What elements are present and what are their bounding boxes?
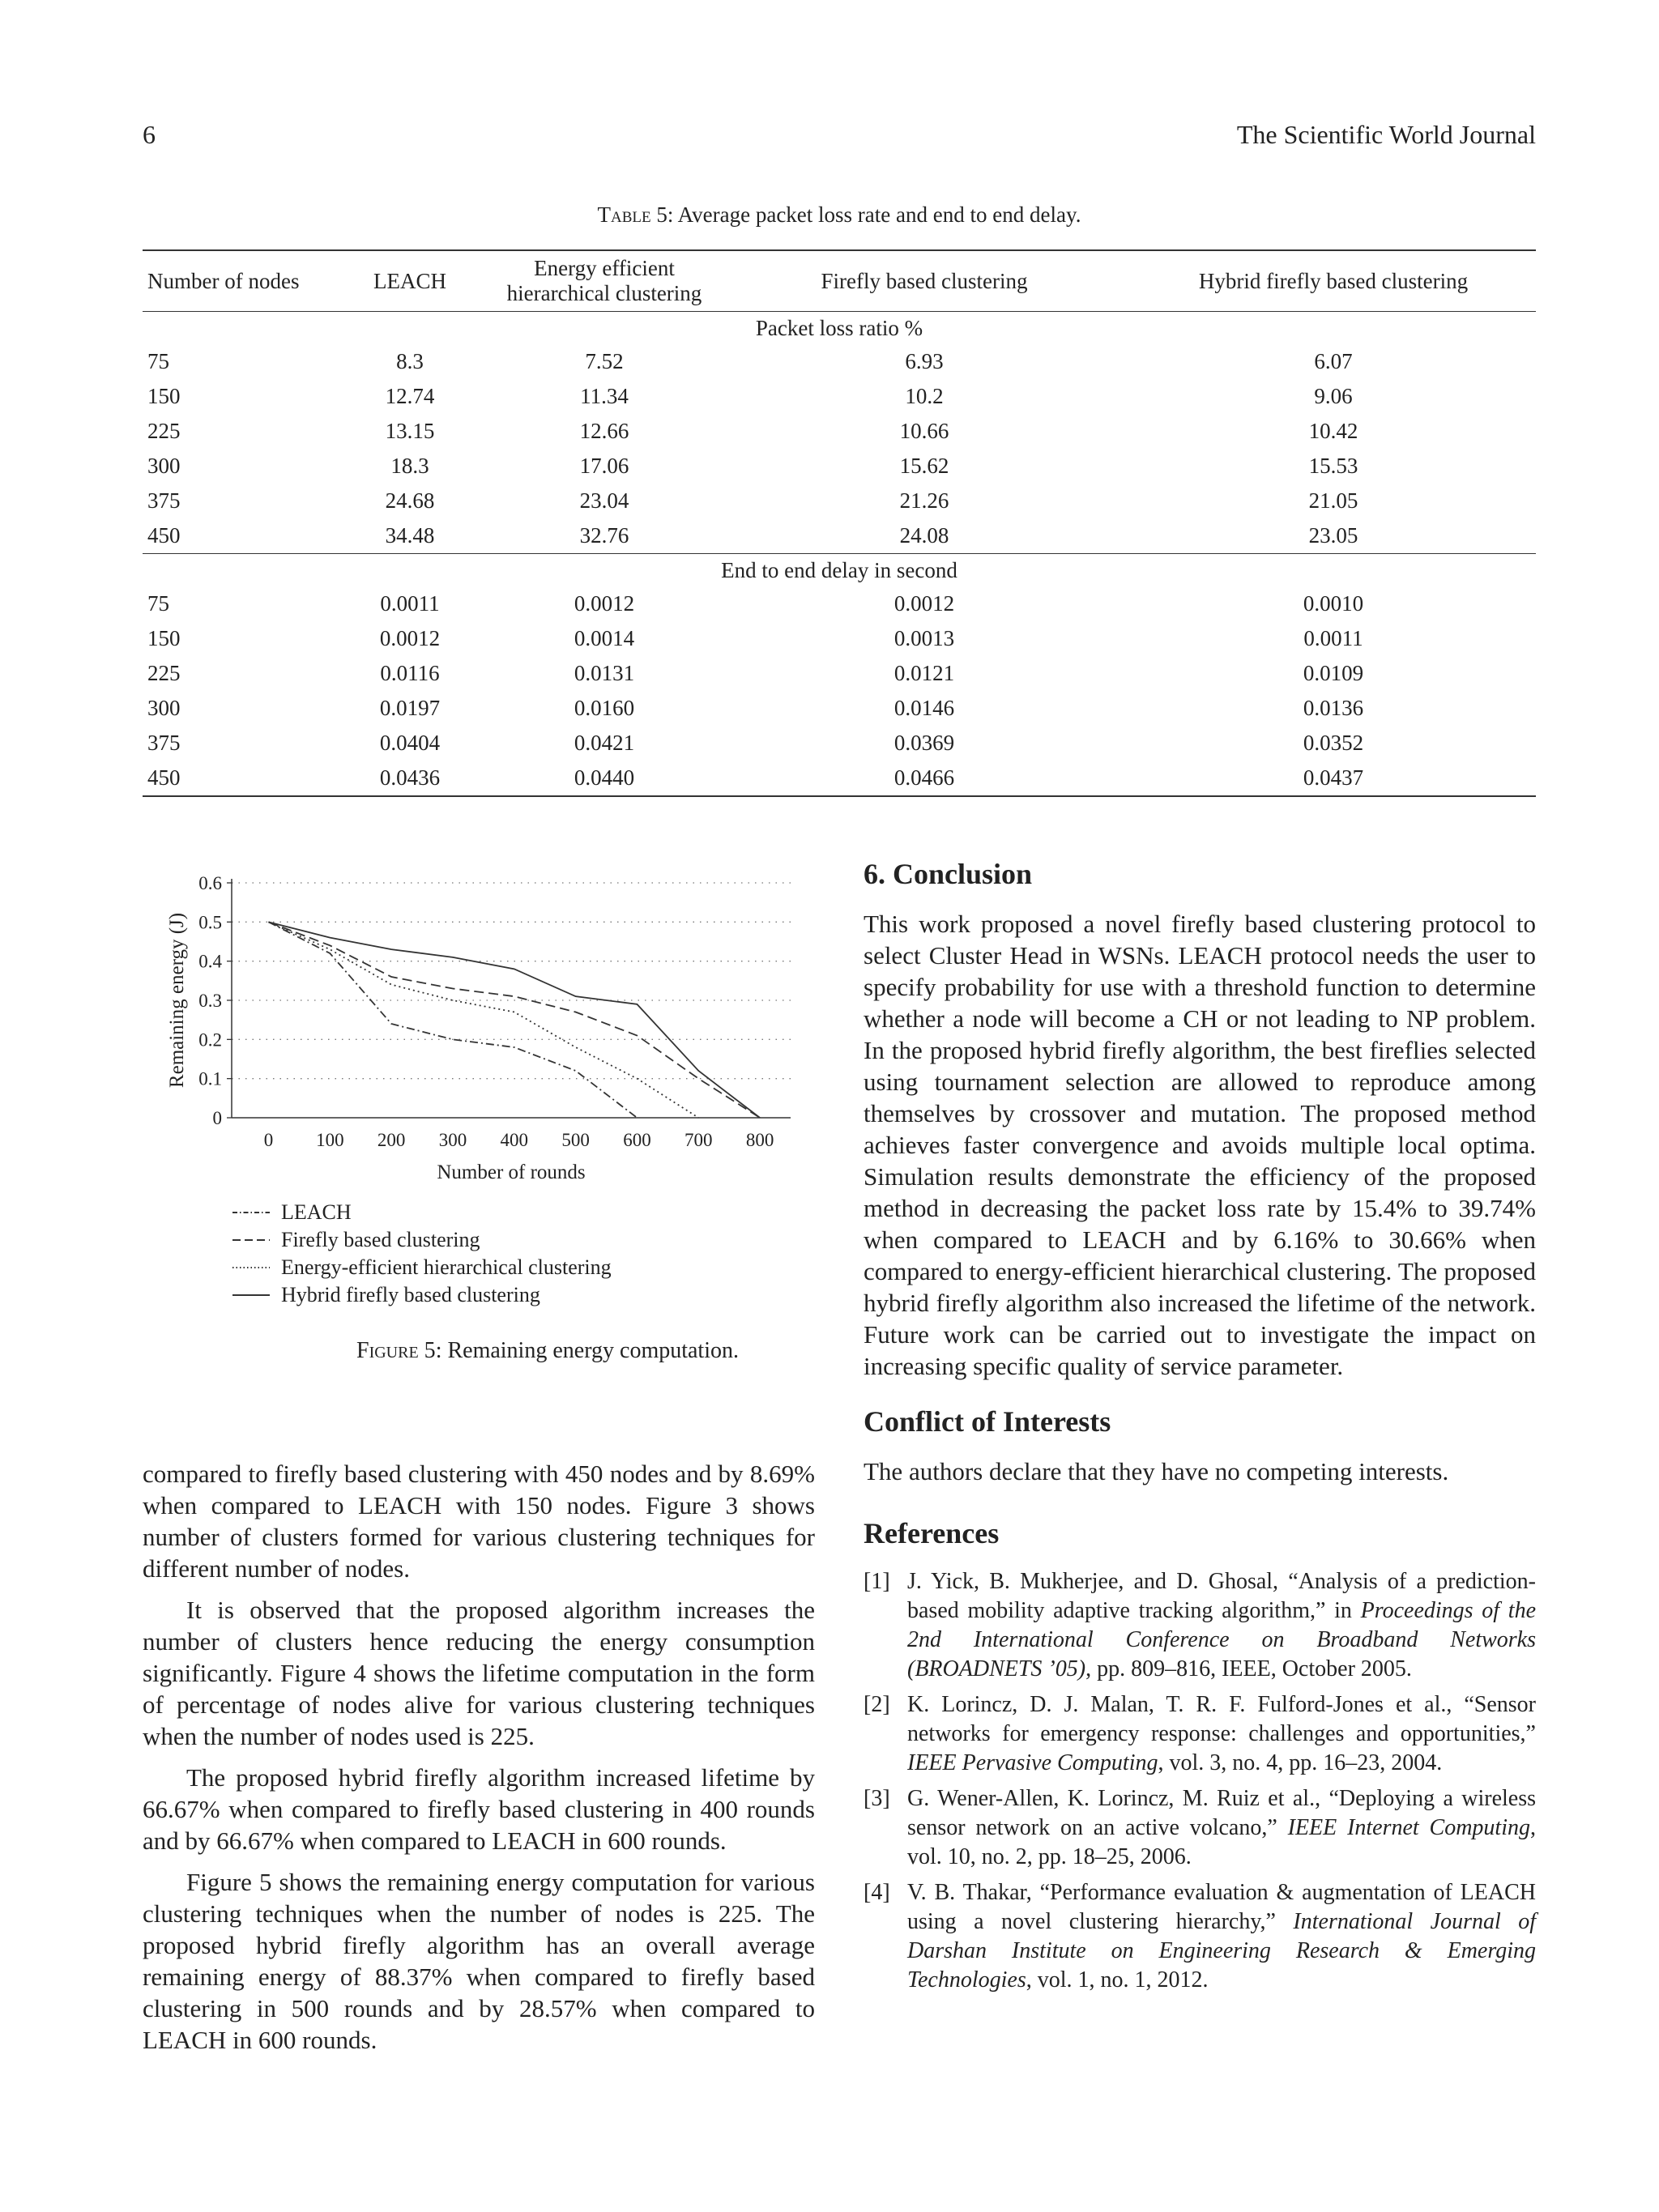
legend-label: Firefly based clustering — [281, 1228, 480, 1251]
table-cell: 13.15 — [385, 419, 435, 444]
table-row — [143, 691, 1536, 726]
table-cell: 21.05 — [1308, 488, 1358, 514]
table-cell: 0.0421 — [574, 731, 635, 756]
reference-venue: Proceedings of the 2nd International Conference on Broadband Networks (BROADNETS ’05) — [907, 1598, 1536, 1681]
table-cell: 0.0404 — [379, 731, 441, 756]
table-cell: 0.0121 — [893, 661, 955, 686]
table-cell: 0.0010 — [1303, 591, 1364, 616]
section-title: End to end delay in second — [721, 557, 957, 582]
y-axis-label: Remaining energy (J) — [166, 912, 188, 1089]
reference-item — [864, 1878, 1536, 1995]
legend-swatch-solid — [231, 1291, 271, 1299]
table-caption-label: Table 5 — [597, 202, 667, 227]
x-tick-label: 400 — [500, 1130, 529, 1150]
y-tick-label: 0.4 — [198, 951, 222, 972]
x-tick-label: 600 — [623, 1130, 651, 1150]
legend-label: Energy-efficient hierarchical clustering — [281, 1255, 612, 1279]
table-cell: 0.0352 — [1303, 731, 1364, 756]
y-tick-label: 0.1 — [198, 1068, 222, 1089]
table-cell: 75 — [147, 349, 169, 374]
table-cell: 0.0440 — [574, 765, 635, 791]
table-cell: 0.0012 — [893, 591, 955, 616]
legend-item-firefly — [231, 1226, 612, 1254]
reference-list — [864, 1567, 1536, 1995]
body-paragraph: compared to firefly based clustering with 450 nodes and by 8.69% when compared to LEACH with 150 nodes. Figure 3 shows number of clusters formed for various clustering techniques for different number of nodes. — [143, 1460, 815, 1583]
table-cell: 6.93 — [905, 349, 944, 374]
table-row — [143, 379, 1536, 414]
table-cell: 0.0014 — [574, 626, 635, 651]
table-cell: 0.0109 — [1303, 661, 1364, 686]
table-cell: 11.34 — [580, 384, 629, 409]
table-cell: 21.26 — [899, 488, 949, 514]
table-cell: 225 — [147, 661, 181, 686]
table-cell: 0.0136 — [1303, 696, 1364, 721]
table-cell: 15.62 — [899, 454, 949, 479]
table-cell: 0.0436 — [379, 765, 441, 791]
table-cell: 17.06 — [579, 454, 629, 479]
figure-caption-label: Figure 5 — [356, 1338, 436, 1363]
reference-text — [907, 1878, 1536, 1995]
reference-authors-title: V. B. Thakar, “Performance evaluation & augmentation of LEACH using a novel clustering hierarchy,” — [907, 1880, 1536, 1934]
table-cell: 0.0160 — [574, 696, 635, 721]
y-tick-label: 0.6 — [198, 873, 222, 893]
table-cell: 0.0011 — [1303, 626, 1363, 651]
figure-caption-text: : Remaining energy computation. — [435, 1338, 739, 1363]
table-row — [143, 518, 1536, 554]
table-cell: 10.66 — [899, 419, 949, 444]
page-number: 6 — [143, 120, 156, 149]
table-cell: 12.66 — [579, 419, 629, 444]
x-tick-label: 800 — [745, 1130, 774, 1150]
legend-item-leach — [231, 1199, 612, 1226]
conflict-text: The authors declare that they have no competing interests. — [864, 1457, 1449, 1485]
body-paragraph: The proposed hybrid firefly algorithm increased lifetime by 66.67% when compared to firefly based clustering in 400 rounds and by 66.67% when compared to LEACH in 600 rounds. — [143, 1763, 815, 1855]
table-cell: 10.42 — [1308, 419, 1358, 444]
col-header-nodes: Number of nodes — [147, 268, 300, 293]
table-cell: 15.53 — [1308, 454, 1358, 479]
table-cell: 0.0011 — [380, 591, 440, 616]
section-title: Packet loss ratio % — [755, 315, 923, 340]
table-cell: 32.76 — [579, 523, 629, 548]
table-cell: 23.05 — [1308, 523, 1358, 548]
table-caption — [143, 202, 1536, 228]
reference-text — [907, 1690, 1536, 1778]
legend-item-energy-efficient — [231, 1254, 612, 1281]
x-tick-label: 500 — [561, 1130, 590, 1150]
reference-number: [3] — [864, 1786, 890, 1811]
conflict-heading: Conflict of Interests — [864, 1405, 1111, 1438]
chart-legend — [231, 1199, 612, 1309]
x-tick-label: 700 — [684, 1130, 713, 1150]
reference-item — [864, 1690, 1536, 1778]
series-line-leach — [268, 922, 637, 1118]
table-cell: 450 — [147, 523, 181, 548]
table-row — [143, 761, 1536, 796]
table-cell: 8.3 — [396, 349, 424, 374]
legend-label: LEACH — [281, 1200, 352, 1224]
table-row — [143, 344, 1536, 379]
table-cell: 12.74 — [385, 384, 435, 409]
legend-swatch-dashed — [231, 1236, 271, 1244]
x-tick-label: 100 — [316, 1130, 344, 1150]
table-row — [143, 621, 1536, 656]
col-header-firefly: Firefly based clustering — [821, 268, 1028, 293]
table-cell: 300 — [147, 454, 181, 479]
packet-loss-table — [143, 249, 1536, 797]
right-column — [864, 859, 1536, 2001]
table-cell: 150 — [147, 626, 181, 651]
table-cell: 150 — [147, 384, 181, 409]
reference-item — [864, 1784, 1536, 1872]
legend-label: Hybrid firefly based clustering — [281, 1283, 540, 1306]
table-cell: 225 — [147, 419, 181, 444]
table-cell: 6.07 — [1314, 349, 1353, 374]
table-cell: 0.0437 — [1303, 765, 1364, 791]
x-tick-label: 0 — [263, 1130, 274, 1150]
reference-number: [1] — [864, 1569, 890, 1594]
reference-details: , pp. 809–816, IEEE, October 2005. — [1085, 1656, 1412, 1681]
table-row — [143, 414, 1536, 449]
table-body — [143, 312, 1536, 797]
reference-item — [864, 1567, 1536, 1684]
table-row — [143, 726, 1536, 761]
table-section-header — [143, 554, 1536, 587]
series-line-energy-efficient-hierarchical-clustering — [268, 922, 698, 1118]
table-cell: 375 — [147, 488, 181, 514]
table-cell: 24.68 — [385, 488, 435, 514]
reference-authors-title: J. Yick, B. Mukherjee, and D. Ghosal, “Analysis of a prediction-based mobility adaptive tracking algorithm,” in — [907, 1569, 1536, 1623]
table-cell: 375 — [147, 731, 181, 756]
table-cell: 0.0466 — [893, 765, 955, 791]
reference-details: , vol. 10, no. 2, pp. 18–25, 2006. — [907, 1815, 1536, 1869]
table-cell: 0.0012 — [379, 626, 441, 651]
table-row — [143, 656, 1536, 691]
y-tick-label: 0.5 — [198, 912, 222, 933]
table-cell: 24.08 — [899, 523, 949, 548]
table-cell: 0.0013 — [893, 626, 955, 651]
table-row — [143, 484, 1536, 518]
table-cell: 7.52 — [585, 349, 624, 374]
legend-swatch-dashdot — [231, 1208, 271, 1217]
y-tick-label: 0 — [212, 1108, 222, 1128]
conclusion-text: This work proposed a novel firefly based clustering protocol to select Cluster Head in WSNs. LEACH protocol needs the user to specify probability for use with a threshold function to determine whether a node will become a CH or not leading to NP problem. In the proposed hybrid firefly algorithm, the best fireflies selected using tournament selection are allowed to reproduce among themselves by crossover and mutation. The proposed method achieves faster convergence and avoids multiple local optima. Simulation results demonstrate the efficiency of the proposed method in decreasing the packet loss rate by 15.4% to 39.74% when compared to LEACH and by 6.16% to 30.66% when compared to energy-efficient hierarchical clustering. The proposed hybrid firefly algorithm also increased the lifetime of the network. Future work can be carried out to investigate the impact on increasing specific quality of service parameter. — [864, 910, 1536, 1380]
body-paragraph: Figure 5 shows the remaining energy computation for various clustering techniques when the number of nodes is 225. The proposed hybrid firefly algorithm has an overall average remaining energy of 88.37% when compared to firefly based clustering in 500 rounds and by 28.57% when compared to LEACH in 600 rounds. — [143, 1868, 815, 2054]
table-cell: 0.0116 — [380, 661, 440, 686]
table-caption-text: : Average packet loss rate and end to end delay. — [667, 202, 1081, 227]
table-row — [143, 586, 1536, 621]
left-column — [143, 1458, 815, 2065]
reference-details: , vol. 1, no. 1, 2012. — [1026, 1967, 1209, 1993]
table-cell: 18.3 — [390, 454, 429, 479]
y-tick-label: 0.2 — [198, 1029, 222, 1051]
table-cell: 75 — [147, 591, 169, 616]
table-header-row — [143, 250, 1536, 312]
conclusion-heading: 6. Conclusion — [864, 858, 1033, 890]
col-header-hybrid: Hybrid firefly based clustering — [1198, 268, 1469, 293]
legend-item-hybrid — [231, 1281, 612, 1309]
reference-authors-title: K. Lorincz, D. J. Malan, T. R. F. Fulford-Jones et al., “Sensor networks for emergency response: challenges and opportunities,” — [907, 1692, 1536, 1746]
legend-swatch-dotted — [231, 1264, 271, 1272]
reference-venue: IEEE Pervasive Computing — [907, 1750, 1158, 1775]
col-header-energy-efficient: Energy efficient hierarchical clustering — [506, 256, 702, 306]
reference-venue: IEEE Internet Computing — [1287, 1815, 1530, 1840]
x-axis-label: Number of rounds — [437, 1161, 586, 1183]
table-cell: 10.2 — [905, 384, 944, 409]
table-row — [143, 449, 1536, 484]
references-heading: References — [864, 1517, 1000, 1549]
figure-caption — [143, 1338, 953, 1364]
table-cell: 450 — [147, 765, 181, 791]
table-cell: 34.48 — [385, 523, 435, 548]
x-tick-label: 300 — [438, 1130, 467, 1150]
table-cell: 0.0131 — [574, 661, 635, 686]
reference-number: [4] — [864, 1880, 890, 1905]
y-tick-label: 0.3 — [198, 991, 222, 1011]
reference-venue: International Journal of Darshan Institute on Engineering Research & Emerging Technologies — [907, 1909, 1536, 1993]
body-paragraph: It is observed that the proposed algorithm increases the number of clusters hence reducing the energy consumption significantly. Figure 4 shows the lifetime computation in the form of percentage of nodes alive for various clustering techniques when the number of nodes used is 225. — [143, 1596, 815, 1750]
reference-text — [907, 1784, 1536, 1872]
table-cell: 0.0012 — [574, 591, 635, 616]
table-cell: 0.0146 — [893, 696, 955, 721]
table-cell: 9.06 — [1314, 384, 1353, 409]
reference-details: , vol. 3, no. 4, pp. 16–23, 2004. — [1158, 1750, 1443, 1775]
series-line-firefly-based-clustering — [268, 922, 760, 1118]
table-cell: 0.0197 — [379, 696, 441, 721]
col-header-leach: LEACH — [373, 268, 446, 293]
reference-number: [2] — [864, 1692, 890, 1717]
journal-title: The Scientific World Journal — [1236, 120, 1536, 149]
table-cell: 0.0369 — [893, 731, 955, 756]
table-section-header — [143, 312, 1536, 345]
reference-authors-title: G. Wener-Allen, K. Lorincz, M. Ruiz et al., “Deploying a wireless sensor network on an active volcano,” — [907, 1786, 1536, 1840]
table-cell: 300 — [147, 696, 181, 721]
table-cell: 23.04 — [579, 488, 629, 514]
x-tick-label: 200 — [377, 1130, 406, 1150]
reference-text — [907, 1567, 1536, 1684]
